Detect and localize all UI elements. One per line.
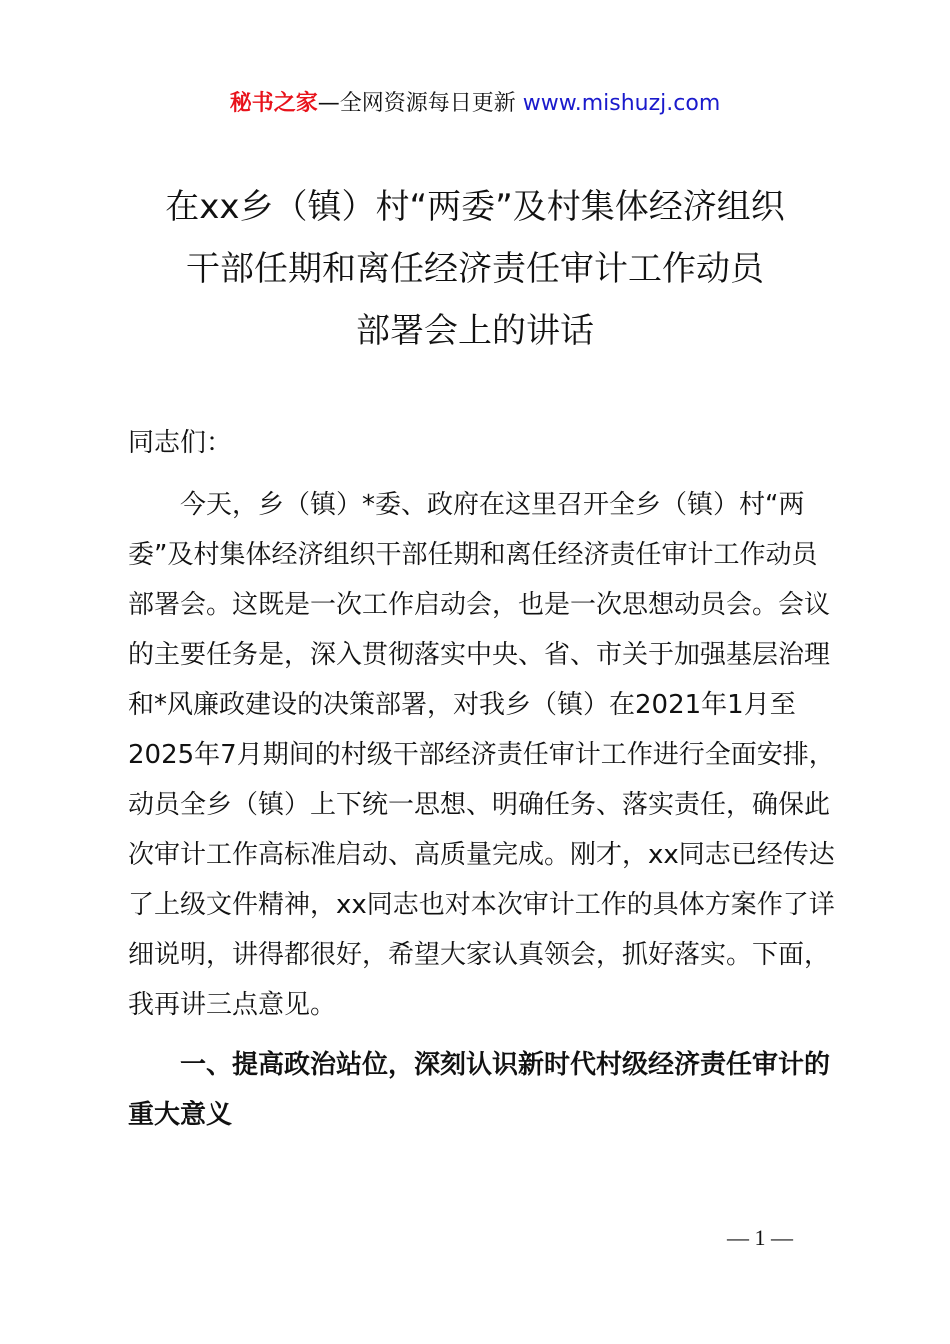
document-title <box>60 176 890 362</box>
body-paragraph <box>128 480 834 1030</box>
title-line: 在xx乡（镇）村“两委”及村集体经济组织 <box>165 187 785 227</box>
section-heading-line: 重大意义 <box>128 1100 233 1130</box>
site-tagline: —全网资源每日更新 <box>317 91 516 116</box>
section-heading-line: 一、提高政治站位，深刻认识新时代村级经济责任审计的 <box>180 1050 831 1080</box>
paragraph-line: 动员全乡（镇）上下统一思想、明确任务、落实责任，确保此 <box>128 790 831 820</box>
site-brand: 秘书之家 <box>229 91 318 116</box>
paragraph-line: 和*风廉政建设的决策部署，对我乡（镇）在2021年1月至 <box>128 690 796 720</box>
paragraph-line: 我再讲三点意见。 <box>128 990 337 1020</box>
salutation: 同志们： <box>128 428 233 458</box>
paragraph-line: 了上级文件精神，xx同志也对本次审计工作的具体方案作了详 <box>128 890 835 920</box>
paragraph-line: 次审计工作高标准启动、高质量完成。刚才，xx同志已经传达 <box>128 840 835 870</box>
paragraph-line: 委”及村集体经济组织干部任期和离任经济责任审计工作动员 <box>128 540 818 570</box>
paragraph-line: 部署会。这既是一次工作启动会，也是一次思想动员会。会议 <box>128 590 831 620</box>
title-line: 部署会上的讲话 <box>356 311 594 351</box>
paragraph-line: 2025年7月期间的村级干部经济责任审计工作进行全面安排， <box>128 740 835 770</box>
site-header <box>0 88 950 120</box>
page-number: — 1 — <box>727 1225 793 1250</box>
site-url-link[interactable]: www.mishuzj.com <box>522 91 721 116</box>
paragraph-line: 细说明，讲得都很好，希望大家认真领会，抓好落实。下面， <box>128 940 831 970</box>
section-heading <box>128 1040 834 1140</box>
paragraph-line: 今天，乡（镇）*委、政府在这里召开全乡（镇）村“两 <box>180 490 805 520</box>
paragraph-line: 的主要任务是，深入贯彻落实中央、省、市关于加强基层治理 <box>128 640 831 670</box>
title-line: 干部任期和离任经济责任审计工作动员 <box>186 249 764 289</box>
